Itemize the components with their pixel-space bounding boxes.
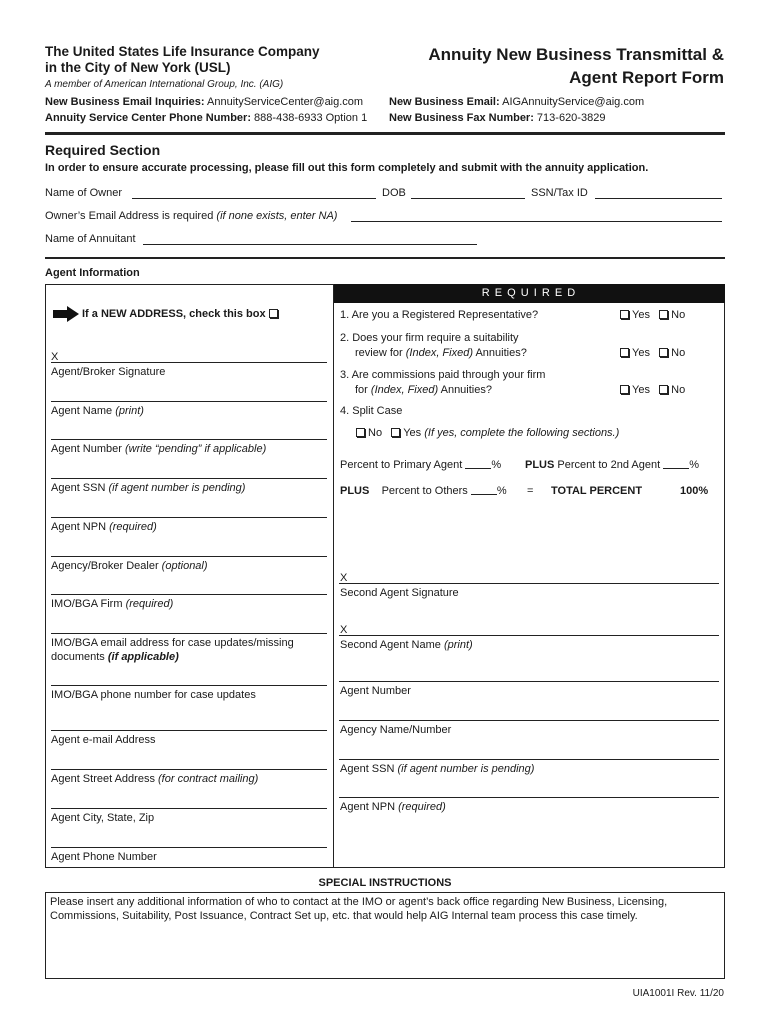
plus-label-2: PLUS bbox=[340, 485, 370, 497]
agent-signature-x: X bbox=[51, 351, 59, 363]
agent-phone-label: Agent Phone Number bbox=[51, 851, 157, 863]
q2-options bbox=[620, 347, 685, 359]
imo-firm-note: (required) bbox=[125, 598, 174, 610]
agent-phone-field[interactable] bbox=[51, 847, 327, 848]
q3-text-b: (Index, Fixed) bbox=[370, 384, 439, 396]
split-case-options bbox=[356, 427, 619, 439]
q1-no-checkbox[interactable] bbox=[659, 310, 668, 319]
second-agent-number-label: Agent Number bbox=[340, 685, 411, 697]
agent-box-divider bbox=[333, 284, 334, 868]
imo-email-label-line2 bbox=[51, 651, 179, 663]
new-business-email bbox=[389, 96, 644, 108]
agent-ssn-label bbox=[51, 482, 245, 494]
imo-firm-label-text: IMO/BGA Firm bbox=[51, 598, 123, 610]
question-commissions-line1: 3. Are commissions paid through your firm bbox=[340, 369, 546, 381]
owner-email-note: (if none exists, enter NA) bbox=[216, 210, 338, 222]
percent-primary-field[interactable] bbox=[465, 459, 491, 469]
agent-name-label-text: Agent Name bbox=[51, 405, 113, 417]
q1-yes-checkbox[interactable] bbox=[620, 310, 629, 319]
q1-options bbox=[620, 309, 685, 321]
second-agency-field[interactable] bbox=[339, 720, 719, 721]
imo-email-note: (if applicable) bbox=[107, 651, 179, 663]
service-phone bbox=[45, 112, 367, 124]
second-agent-signature-x: X bbox=[340, 572, 348, 584]
second-agent-signature-field[interactable] bbox=[339, 583, 719, 584]
second-agent-name-x: X bbox=[340, 624, 348, 636]
imo-firm-label bbox=[51, 598, 173, 610]
agency-broker-field[interactable] bbox=[51, 556, 327, 557]
special-instructions-text-line1: Please insert any additional information of who to contact at the IMO or agent’s back office regarding New Business, Licensing, bbox=[50, 896, 668, 908]
percent-second-field[interactable] bbox=[663, 459, 689, 469]
second-agent-npn-note: (required) bbox=[398, 801, 446, 813]
q2-yes-checkbox[interactable] bbox=[620, 348, 629, 357]
agent-npn-note: (required) bbox=[109, 521, 157, 533]
question-suitability-line2 bbox=[355, 347, 527, 359]
new-business-email-label: New Business Email: bbox=[389, 96, 500, 108]
q3-text-c: Annuities? bbox=[440, 384, 492, 396]
percent-primary-row bbox=[340, 459, 501, 471]
annuitant-name-label: Name of Annuitant bbox=[45, 233, 136, 245]
split-yes-label: Yes bbox=[403, 427, 422, 439]
agent-name-field[interactable] bbox=[51, 401, 327, 402]
q2-yes-label: Yes bbox=[632, 347, 650, 359]
owner-email-label bbox=[45, 210, 337, 222]
agency-broker-note: (optional) bbox=[161, 560, 208, 572]
form-title-line2: Agent Report Form bbox=[569, 68, 724, 87]
agent-npn-field[interactable] bbox=[51, 517, 327, 518]
new-address-label bbox=[82, 308, 281, 320]
percent-others-sign: % bbox=[496, 485, 507, 497]
question-split-case: 4. Split Case bbox=[340, 405, 403, 417]
form-title-line1: Annuity New Business Transmittal & bbox=[428, 45, 724, 64]
total-percent-value: 100% bbox=[680, 485, 709, 497]
q2-text-b: (Index, Fixed) bbox=[405, 347, 473, 359]
agent-email-field[interactable] bbox=[51, 730, 327, 731]
second-agent-npn-label-text: Agent NPN bbox=[340, 801, 396, 813]
q3-options bbox=[620, 384, 685, 396]
second-agent-name-label-text: Second Agent Name bbox=[340, 639, 441, 651]
agent-ssn-note: (if agent number is pending) bbox=[108, 482, 246, 494]
second-agent-ssn-label-text: Agent SSN bbox=[340, 763, 395, 775]
ssn-tax-id-field[interactable] bbox=[595, 198, 722, 199]
percent-second-row bbox=[525, 459, 699, 471]
q3-text-a: for bbox=[355, 384, 368, 396]
second-agent-ssn-label bbox=[340, 763, 534, 775]
agent-info-title: Agent Information bbox=[45, 267, 140, 279]
company-name-line1: The United States Life Insurance Company bbox=[45, 44, 320, 59]
annuitant-name-field[interactable] bbox=[143, 244, 477, 245]
second-agency-label: Agency Name/Number bbox=[340, 724, 452, 736]
new-address-text: If a NEW ADDRESS, check this box bbox=[82, 308, 266, 320]
new-business-email-value: AIGAnnuityService@aig.com bbox=[499, 96, 645, 108]
q1-yes-label: Yes bbox=[632, 309, 650, 321]
percent-primary-sign: % bbox=[491, 459, 502, 471]
agency-broker-label bbox=[51, 560, 208, 572]
owner-name-label: Name of Owner bbox=[45, 187, 123, 199]
q3-no-label: No bbox=[671, 384, 686, 396]
agent-name-note: (print) bbox=[115, 405, 144, 417]
agent-street-label bbox=[51, 773, 258, 785]
imo-email-label-line2-text: documents bbox=[51, 651, 105, 663]
agent-city-field[interactable] bbox=[51, 808, 327, 809]
split-yes-note: (If yes, complete the following sections.) bbox=[424, 427, 620, 439]
required-section-title: Required Section bbox=[45, 142, 161, 158]
agent-street-label-text: Agent Street Address bbox=[51, 773, 155, 785]
service-phone-value: 888-438-6933 Option 1 bbox=[251, 112, 368, 124]
email-inquiries bbox=[45, 96, 363, 108]
second-agent-signature-label: Second Agent Signature bbox=[340, 587, 459, 599]
percent-second-label: Percent to 2nd Agent bbox=[557, 459, 661, 471]
header-divider bbox=[45, 132, 725, 135]
second-agent-npn-label bbox=[340, 801, 446, 813]
imo-email-field[interactable] bbox=[51, 633, 327, 634]
arrow-right-icon bbox=[53, 306, 79, 322]
agency-broker-label-text: Agency/Broker Dealer bbox=[51, 560, 159, 572]
agent-street-note: (for contract mailing) bbox=[158, 773, 259, 785]
equals-sign: = bbox=[527, 485, 534, 497]
owner-email-field[interactable] bbox=[351, 221, 722, 222]
second-agent-ssn-note: (if agent number is pending) bbox=[397, 763, 535, 775]
second-agent-number-field[interactable] bbox=[339, 681, 719, 682]
agent-number-label-text: Agent Number bbox=[51, 443, 122, 455]
agent-street-field[interactable] bbox=[51, 769, 327, 770]
special-instructions-text-line2: Commissions, Suitability, Post Issuance, Contract Set up, etc. that would help AIG Internal team process this case timely. bbox=[50, 910, 638, 922]
form-id: UIA1001I Rev. 11/20 bbox=[632, 988, 724, 999]
second-agent-ssn-field[interactable] bbox=[339, 759, 719, 760]
agent-number-field[interactable] bbox=[51, 439, 327, 440]
agent-email-label: Agent e-mail Address bbox=[51, 734, 156, 746]
owner-email-label-text: Owner’s Email Address is required bbox=[45, 210, 214, 222]
agent-npn-label-text: Agent NPN bbox=[51, 521, 107, 533]
new-business-fax-value: 713-620-3829 bbox=[533, 112, 606, 124]
q3-no-checkbox[interactable] bbox=[659, 385, 668, 394]
q2-no-label: No bbox=[671, 347, 686, 359]
company-member-note: A member of American International Group, Inc. (AIG) bbox=[45, 79, 284, 90]
q2-text-a: review for bbox=[355, 347, 403, 359]
q2-no-checkbox[interactable] bbox=[659, 348, 668, 357]
dob-field[interactable] bbox=[411, 198, 525, 199]
imo-email-label-line1: IMO/BGA email address for case updates/missing bbox=[51, 637, 294, 649]
email-inquiries-value: AnnuityServiceCenter@aig.com bbox=[204, 96, 364, 108]
percent-primary-label: Percent to Primary Agent bbox=[340, 459, 463, 471]
ssn-tax-id-label: SSN/Tax ID bbox=[531, 187, 588, 199]
q2-text-c: Annuities? bbox=[475, 347, 527, 359]
dob-label: DOB bbox=[382, 187, 406, 199]
new-business-fax-label: New Business Fax Number: bbox=[389, 112, 534, 124]
percent-second-sign: % bbox=[689, 459, 699, 471]
split-no-checkbox[interactable] bbox=[356, 428, 365, 437]
required-band: R E Q U I R E D bbox=[333, 284, 725, 303]
new-address-checkbox[interactable] bbox=[269, 309, 278, 318]
second-agent-name-field[interactable] bbox=[339, 635, 719, 636]
percent-others-label: Percent to Others bbox=[381, 485, 468, 497]
agent-number-label bbox=[51, 443, 266, 455]
percent-others-row bbox=[340, 485, 507, 497]
split-no-label: No bbox=[368, 427, 383, 439]
q3-yes-checkbox[interactable] bbox=[620, 385, 629, 394]
owner-name-field[interactable] bbox=[132, 198, 376, 199]
split-yes-checkbox[interactable] bbox=[391, 428, 400, 437]
agent-city-label: Agent City, State, Zip bbox=[51, 812, 155, 824]
q1-no-label: No bbox=[671, 309, 686, 321]
agent-npn-label bbox=[51, 521, 157, 533]
percent-others-field[interactable] bbox=[471, 485, 497, 495]
required-instruction: In order to ensure accurate processing, please fill out this form completely and submit with the annuity application. bbox=[45, 162, 649, 174]
section-divider bbox=[45, 257, 725, 259]
agent-ssn-label-text: Agent SSN bbox=[51, 482, 106, 494]
imo-firm-field[interactable] bbox=[51, 594, 327, 595]
plus-label-1: PLUS bbox=[525, 459, 555, 471]
new-business-fax bbox=[389, 112, 605, 124]
question-commissions-line2 bbox=[355, 384, 492, 396]
email-inquiries-label: New Business Email Inquiries: bbox=[45, 96, 205, 108]
imo-phone-label: IMO/BGA phone number for case updates bbox=[51, 689, 256, 701]
special-instructions-title: SPECIAL INSTRUCTIONS bbox=[318, 877, 452, 889]
service-phone-label: Annuity Service Center Phone Number: bbox=[45, 112, 251, 124]
agent-number-note: (write “pending” if applicable) bbox=[125, 443, 267, 455]
company-name-line2: in the City of New York (USL) bbox=[45, 60, 231, 75]
question-registered-rep: 1. Are you a Registered Representative? bbox=[340, 309, 539, 321]
agent-signature-field[interactable] bbox=[51, 362, 327, 363]
q3-yes-label: Yes bbox=[632, 384, 650, 396]
second-agent-name-label bbox=[340, 639, 473, 651]
total-percent-label: TOTAL PERCENT bbox=[551, 485, 643, 497]
second-agent-name-note: (print) bbox=[443, 639, 473, 651]
agent-signature-label: Agent/Broker Signature bbox=[51, 366, 166, 378]
question-suitability-line1: 2. Does your firm require a suitability bbox=[340, 332, 519, 344]
second-agent-npn-field[interactable] bbox=[339, 797, 719, 798]
agent-name-label bbox=[51, 405, 144, 417]
agent-ssn-field[interactable] bbox=[51, 478, 327, 479]
imo-phone-field[interactable] bbox=[51, 685, 327, 686]
